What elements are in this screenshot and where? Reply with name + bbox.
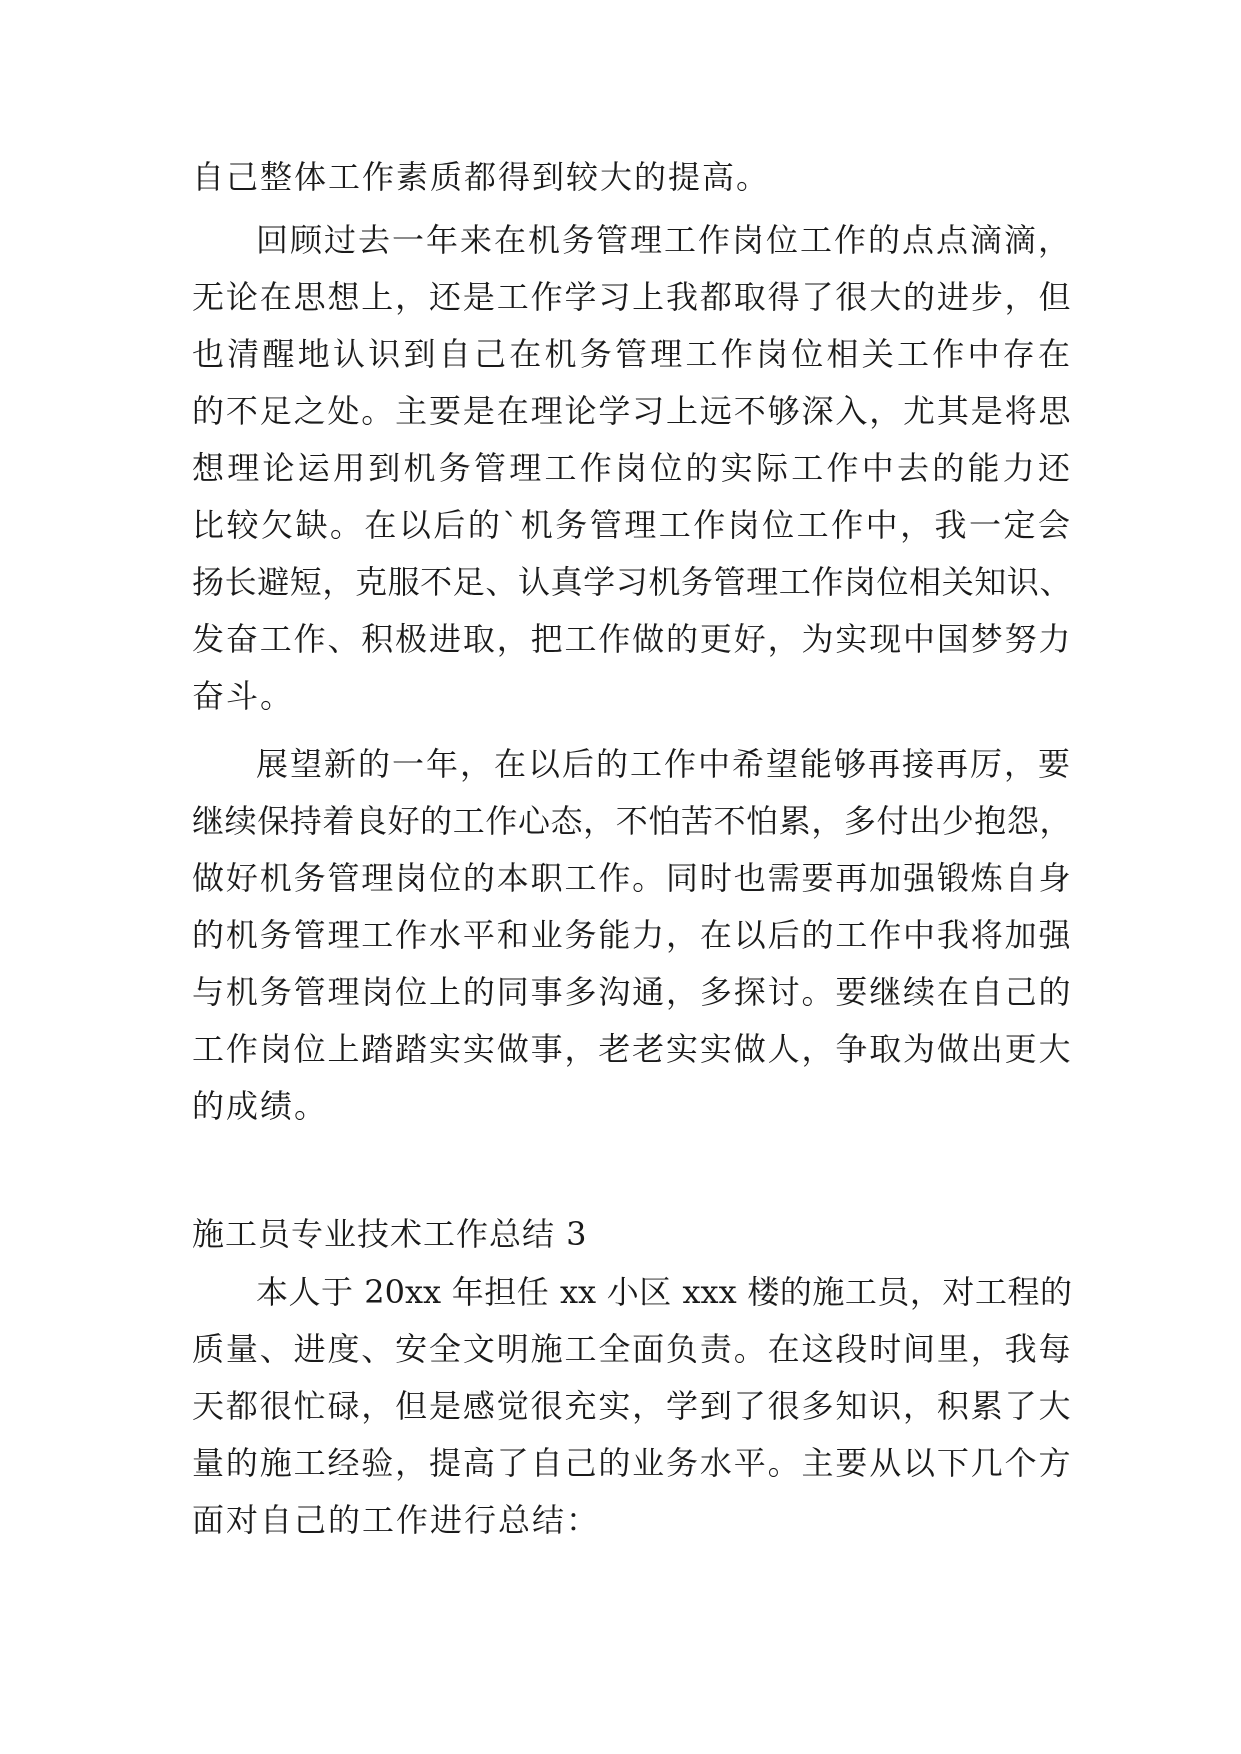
paragraph-4-line-3: 天都很忙碌，但是感觉很充实，学到了很多知识，积累了大 — [192, 1387, 1072, 1425]
paragraph-3-line-2: 继续保持着良好的工作心态，不怕苦不怕累，多付出少抱怨， — [192, 802, 1072, 840]
paragraph-4-line-5: 面对自己的工作进行总结： — [192, 1501, 601, 1539]
paragraph-3-line-6: 工作岗位上踏踏实实做事，老老实实做人，争取为做出更大 — [192, 1030, 1072, 1068]
paragraph-2-line-7: 扬长避短，克服不足、认真学习机务管理工作岗位相关知识、 — [192, 563, 1072, 601]
paragraph-3-line-3: 做好机务管理岗位的本职工作。同时也需要再加强锻炼自身 — [192, 859, 1072, 897]
paragraph-2-line-8: 发奋工作、积极进取，把工作做的更好，为实现中国梦努力 — [192, 620, 1072, 658]
paragraph-2-line-4: 的不足之处。主要是在理论学习上远不够深入，尤其是将思 — [192, 392, 1072, 430]
paragraph-4-line-1: 本人于 20xx 年担任 xx 小区 xxx 楼的施工员，对工程的 — [256, 1273, 1072, 1311]
section-heading: 施工员专业技术工作总结 3 — [192, 1215, 588, 1253]
paragraph-4-line-4: 量的施工经验，提高了自己的业务水平。主要从以下几个方 — [192, 1444, 1072, 1482]
paragraph-2-line-6: 比较欠缺。在以后的`机务管理工作岗位工作中，我一定会 — [192, 506, 1072, 544]
paragraph-3-line-1: 展望新的一年，在以后的工作中希望能够再接再厉，要 — [256, 745, 1073, 783]
paragraph-2-line-3: 也清醒地认识到自己在机务管理工作岗位相关工作中存在 — [192, 335, 1072, 373]
paragraph-2-line-1: 回顾过去一年来在机务管理工作岗位工作的点点滴滴， — [256, 221, 1073, 259]
paragraph-3-line-5: 与机务管理岗位上的同事多沟通，多探讨。要继续在自己的 — [192, 973, 1072, 1011]
paragraph-2-line-2: 无论在思想上，还是工作学习上我都取得了很大的进步，但 — [192, 278, 1072, 316]
paragraph-2-line-9: 奋斗。 — [192, 677, 295, 715]
paragraph-1-line-1: 自己整体工作素质都得到较大的提高。 — [192, 158, 771, 196]
paragraph-2-line-5: 想理论运用到机务管理工作岗位的实际工作中去的能力还 — [192, 449, 1072, 487]
paragraph-3-line-7: 的成绩。 — [192, 1087, 329, 1125]
paragraph-3-line-4: 的机务管理工作水平和业务能力，在以后的工作中我将加强 — [192, 916, 1072, 954]
paragraph-4-line-2: 质量、进度、安全文明施工全面负责。在这段时间里，我每 — [192, 1330, 1072, 1368]
